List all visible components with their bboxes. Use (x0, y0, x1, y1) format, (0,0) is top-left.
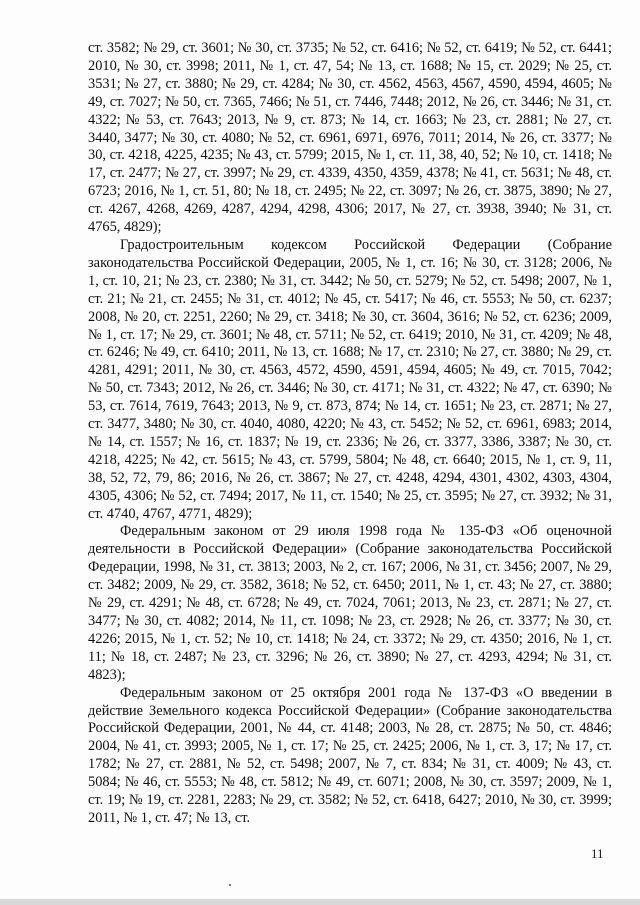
scan-bottom-edge (0, 899, 640, 905)
page-number: 11 (591, 846, 604, 861)
paragraph-urban-planning-code: Градостроительным кодексом Российской Федерации (Собрание законодательства Российской Федерации, 2005, № 1, ст. 16; № 30, ст. 3128; 2006, № 1, ст. 10, 21; № 23, ст. 2380; № 31, ст. 3442; № 50, ст. 5279; № 52, ст. 5498; 2007, № 1, ст. 21; № 21, ст. 2455; № 31, ст. 4012; № 45, ст. 5417; № 46, ст. 5553; № 50, ст. 6237; 2008, № 20, ст. 2251, 2260; № 29, ст. 3418; № 30, ст. 3604, 3616; № 52, ст. 6236; 2009, № 1, ст. 17; № 29, ст. 3601; № 48, ст. 5711; № 52, ст. 6419; 2010, № 31, ст. 4209; № 48, ст. 6246; № 49, ст. 6410; 2011, № 13, ст. 1688; № 17, ст. 2310; № 27, ст. 3880; № 29, ст. 4281, 4291; 2011, № 30, ст. 4563, 4572, 4590, 4591, 4594, 4605; № 49, ст. 7015, 7042; № 50, ст. 7343; 2012, № 26, ст. 3446; № 30, ст. 4171; № 31, ст. 4322; № 47, ст. 6390; № 53, ст. 7614, 7619, 7643; 2013, № 9, ст. 873, 874; № 14, ст. 1651; № 23, ст. 2871; № 27, ст. 3477, 3480; № 30, ст. 4040, 4080, 4220; № 43, ст. 5452; № 52, ст. 6961, 6983; 2014, № 14, ст. 1557; № 16, ст. 1837; № 19, ст. 2336; № 26, ст. 3377, 3386, 3387; № 30, ст. 4218, 4225; № 42, ст. 5615; № 43, ст. 5799, 5804; № 48, ст. 6640; 2015, № 1, ст. 9, 11, 38, 52, 72, 79, 86; 2016, № 26, ст. 3867; № 27, ст. 4248, 4294, 4301, 4302, 4303, 4304, 4305, 4306; № 52, ст. 7494; 2017, № 11, ст. 1540; № 25, ст. 3595; № 27, ст. 3932; № 31, ст. 4740, 4767, 4771, 4829); (88, 236, 612, 522)
paragraph-continuation: ст. 3582; № 29, ст. 3601; № 30, ст. 3735; № 52, ст. 6416; № 52, ст. 6419; № 52, ст. 6441; 2010, № 30, ст. 3998; 2011, № 1, ст. 47, 54; № 13, ст. 1688; № 15, ст. 2029; № 25, ст. 3531; № 27, ст. 3880; № 29, ст. 4284; № 30, ст. 4562, 4563, 4567, 4590, 4594, 4605; № 49, ст. 7027; № 50, ст. 7365, 7466; № 51, ст. 7446, 7448; 2012, № 26, ст. 3446; № 31, ст. 4322; № 53, ст. 7643; 2013, № 9, ст. 873; № 14, ст. 1663; № 23, ст. 2881; № 27, ст. 3440, 3477; № 30, ст. 4080; № 52, ст. 6961, 6971, 6976, 7011; 2014, № 26, ст. 3377; № 30, ст. 4218, 4225, 4235; № 43, ст. 5799; 2015, № 1, ст. 11, 38, 40, 52; № 10, ст. 1418; № 17, ст. 2477; № 27, ст. 3997; № 29, ст. 4339, 4350, 4359, 4378; № 41, ст. 5631; № 48, ст. 6723; 2016, № 1, ст. 51, 80; № 18, ст. 2495; № 22, ст. 3097; № 26, ст. 3875, 3890; № 27, ст. 4267, 4268, 4269, 4287, 4294, 4298, 4306; 2017, № 27, ст. 3938, 3940; № 31, ст. 4765, 4829); (88, 40, 612, 236)
paragraph-appraisal-law: Федеральным законом от 29 июля 1998 года № 135-ФЗ «Об оценочной деятельности в Российской Федерации» (Собрание законодательства Российской Федерации, 1998, № 31, ст. 3813; 2003, № 2, ст. 167; 2006, № 31, ст. 3456; 2007, № 29, ст. 3482; 2009, № 29, ст. 3582, 3618; № 52, ст. 6450; 2011, № 1, ст. 43; № 27, ст. 3880; № 29, ст. 4291; № 48, ст. 6728; № 49, ст. 7024, 7061; 2013, № 23, ст. 2871; № 27, ст. 3477; № 30, ст. 4082; 2014, № 11, ст. 1098; № 23, ст. 2928; № 26, ст. 3377; № 30, ст. 4226; 2015, № 1, ст. 52; № 10, ст. 1418; № 24, ст. 3372; № 29, ст. 4350; 2016, № 1, ст. 11; № 18, ст. 2487; № 23, ст. 3296; № 26, ст. 3890; № 27, ст. 4293, 4294; № 31, ст. 4823); (88, 523, 612, 683)
scan-artifact-dot (229, 884, 231, 886)
paragraph-land-code-enactment-law: Федеральным законом от 25 октября 2001 года № 137-ФЗ «О введении в действие Земельного кодекса Российской Федерации» (Собрание законодательства Российской Федерации, 2001, № 44, ст. 4148; 2003, № 28, ст. 2875; № 50, ст. 4846; 2004, № 41, ст. 3993; 2005, № 1, ст. 17; № 25, ст. 2425; 2006, № 1, ст. 3, 17; № 17, ст. 1782; № 27, ст. 2881, № 52, ст. 5498; 2007, № 7, ст. 834; № 31, ст. 4009; № 43, ст. 5084; № 46, ст. 5553; № 48, ст. 5812; № 49, ст. 6071; 2008, № 30, ст. 3597; 2009, № 1, ст. 19; № 19, ст. 2281, 2283; № 29, ст. 3582; № 52, ст. 6418, 6427; 2010, № 30, ст. 3999; 2011, № 1, ст. 47; № 13, ст. (88, 684, 612, 826)
document-body (88, 40, 612, 828)
